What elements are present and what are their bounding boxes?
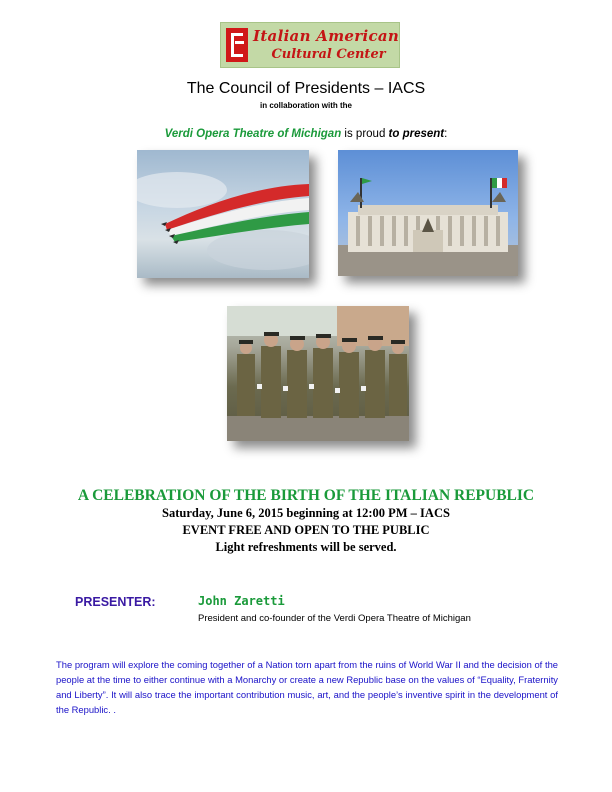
verdi-name: Verdi Opera Theatre of Michigan xyxy=(164,128,342,140)
event-title: A CELEBRATION OF THE BIRTH OF THE ITALIAN REPUBLIC xyxy=(77,487,535,504)
presenter-label: PRESENTER: xyxy=(75,595,156,609)
logo-line-1: Italian American xyxy=(253,27,400,45)
soldiers-parade-photo xyxy=(227,306,409,441)
event-free-notice: EVENT FREE AND OPEN TO THE PUBLIC xyxy=(182,523,430,537)
council-heading: The Council of Presidents – IACS xyxy=(186,80,426,97)
program-description: The program will explore the coming together of a Nation torn apart from the ruins of World War II and the decision of the people at the time to either continue with a Monarchy or create a new Republic base on the values of “Equality, Fraternity and Liberty”. It will also trace the important contribution music, art, and the people’s inventive spirit in the development of the Republic. . xyxy=(56,659,558,715)
tricolor-jets-photo xyxy=(137,150,309,278)
presenter-role: President and co-founder of the Verdi Opera Theatre of Michigan xyxy=(198,613,471,624)
logo-line-2: Cultural Center xyxy=(271,47,386,62)
tricolor-jets-image xyxy=(137,150,309,278)
iacc-logo xyxy=(220,22,400,68)
logo-mark-icon xyxy=(226,28,248,62)
to-present-text: to present xyxy=(388,128,445,140)
event-date: Saturday, June 6, 2015 beginning at 12:00 PM – IACS xyxy=(162,506,450,520)
presenter-name: John Zaretti xyxy=(198,594,285,608)
soldiers-parade-image xyxy=(227,306,409,441)
colon-text: : xyxy=(444,128,448,140)
proud-text: is proud xyxy=(341,128,389,140)
vittoriano-photo xyxy=(338,150,518,276)
vittoriano-image xyxy=(338,150,518,276)
collaboration-line: in collaboration with the xyxy=(260,101,352,110)
refreshments-notice: Light refreshments will be served. xyxy=(215,540,397,554)
present-line xyxy=(0,128,612,140)
